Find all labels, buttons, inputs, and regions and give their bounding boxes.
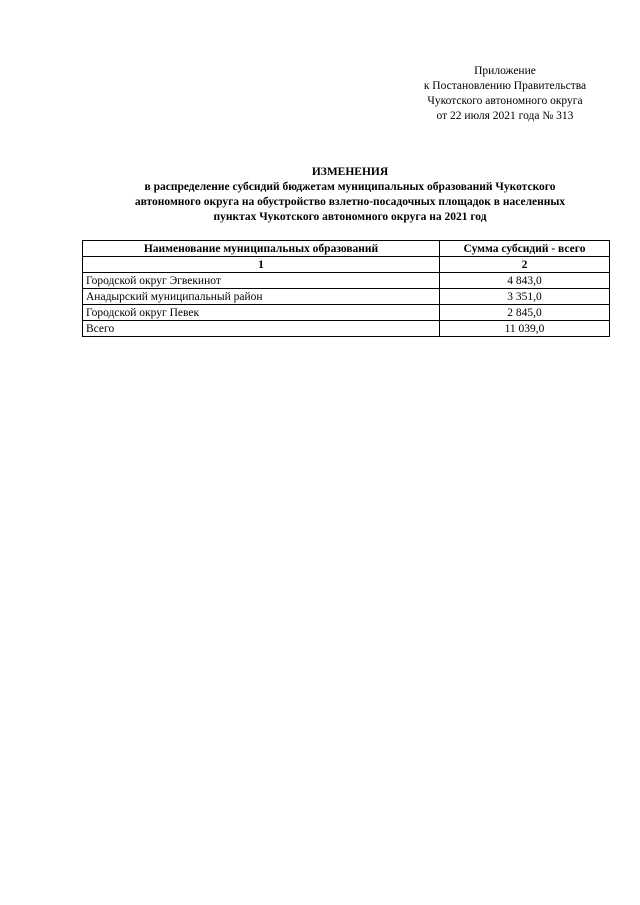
document-heading (90, 165, 610, 225)
row-name: Анадырский муниципальный район (83, 289, 440, 305)
appendix-block (405, 64, 605, 124)
document-subtitle-line: автономного округа на обустройство взлетно-посадочных площадок в населенных (134, 196, 566, 208)
appendix-line: от 22 июля 2021 года № 313 (436, 110, 574, 122)
column-header-amount: Сумма субсидий - всего (440, 241, 610, 257)
table-row (83, 289, 610, 305)
row-name: Всего (83, 321, 440, 337)
row-amount: 2 845,0 (440, 305, 610, 321)
row-amount: 4 843,0 (440, 273, 610, 289)
table-header-row (83, 241, 610, 257)
subsidy-table (82, 240, 610, 337)
appendix-line: Чукотского автономного округа (427, 95, 583, 107)
table-total-row (83, 321, 610, 337)
row-amount: 3 351,0 (440, 289, 610, 305)
row-name: Городской округ Певек (83, 305, 440, 321)
document-title: ИЗМЕНЕНИЯ (311, 166, 389, 178)
document-subtitle-line: в распределение субсидий бюджетам муниципальных образований Чукотского (144, 181, 556, 193)
column-number: 2 (440, 257, 610, 273)
table-column-number-row (83, 257, 610, 273)
column-header-name: Наименование муниципальных образований (83, 241, 440, 257)
row-name: Городской округ Эгвекинот (83, 273, 440, 289)
appendix-line: Приложение (474, 65, 536, 77)
table-row (83, 273, 610, 289)
row-amount: 11 039,0 (440, 321, 610, 337)
appendix-line: к Постановлению Правительства (423, 80, 587, 92)
column-number: 1 (83, 257, 440, 273)
document-subtitle-line: пунктах Чукотского автономного округа на 2021 год (213, 211, 487, 223)
table-row (83, 305, 610, 321)
